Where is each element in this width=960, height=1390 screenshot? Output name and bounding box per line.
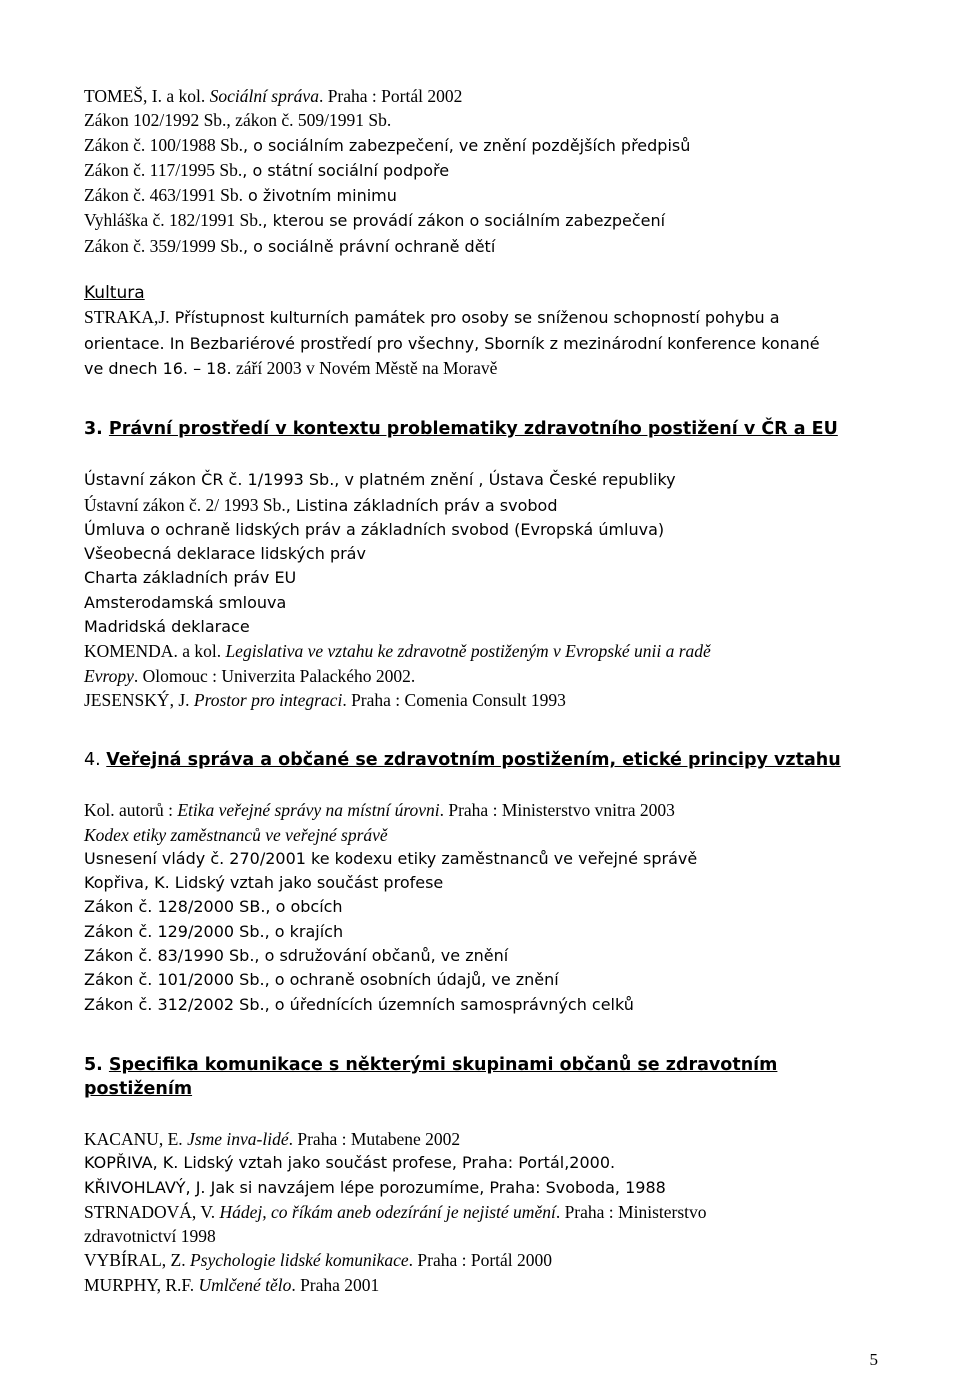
reference-line: Zákon č. 128/2000 SB., o obcích [84, 897, 343, 917]
reference-line: Zákon č. 129/2000 Sb., o krajích [84, 921, 344, 941]
law-number: Ústavní zákon ČR č. 1/1993 Sb. [84, 470, 335, 490]
section-5 [84, 1053, 884, 1297]
reference-line: Usnesení vlády č. 270/2001 ke kodexu etiky zaměstnanců ve veřejné správě [84, 848, 698, 868]
law-title: o životním minimu [242, 186, 397, 206]
reference-line [84, 356, 884, 381]
reference-line: Všeobecná deklarace lidských práv [84, 544, 366, 564]
reference-line [84, 305, 884, 330]
section-number: 3. [84, 419, 109, 440]
reference-line [84, 493, 884, 518]
law-number: Zákon č. 463/1991 Sb. [84, 185, 243, 206]
reference-line: Zákon 102/1992 Sb., zákon č. 509/1991 Sb. [84, 110, 392, 131]
publisher: . Praha : Ministerstvo vnitra 2003 [439, 800, 675, 821]
title: Umlčené tělo [198, 1274, 292, 1295]
reference-line [84, 1248, 884, 1272]
law-title: , v platném znění , Ústava České republiky [334, 470, 676, 490]
title: Jsme inva-lidé [187, 1128, 289, 1149]
reference-line [84, 1200, 884, 1224]
section-3-heading [84, 417, 884, 441]
page-number: 5 [869, 1350, 878, 1369]
section-number: 4. [84, 750, 107, 771]
publisher: . Praha : Portál 2000 [408, 1250, 553, 1271]
reference-line [84, 331, 884, 356]
author: MURPHY, R.F. [84, 1274, 199, 1295]
publisher: . Praha : Ministerstvo [555, 1201, 707, 1222]
section-4-heading [84, 748, 884, 772]
reference-line: Kopřiva, K. Lidský vztah jako součást profese [84, 873, 444, 893]
publisher: . Praha : Comenia Consult 1993 [342, 689, 566, 710]
author: STRAKA,J. [84, 307, 170, 328]
section-title: Veřejná správa a občané se zdravotním postižením, etické principy vztahu [106, 750, 841, 771]
title: Přístupnost kulturních památek pro osoby se sníženou schopností pohybu a [169, 308, 780, 328]
reference-line: Charta základních práv EU [84, 568, 297, 588]
title: orientace. [84, 333, 165, 353]
reference-line: KŘIVOHLAVÝ, J. Jak si navzájem lépe porozumíme, Praha: Svoboda, 1988 [84, 1177, 666, 1197]
law-number: Zákon č. 100/1988 Sb. [84, 134, 243, 155]
reference-line: Zákon č. 101/2000 Sb., o ochraně osobních údajů, ve znění [84, 970, 559, 990]
section-number: 5. [84, 1054, 109, 1075]
law-number: Vyhláška č. 182/1991 Sb. [84, 210, 263, 231]
reference-line [84, 1273, 884, 1297]
author: KOMENDA. a kol. [84, 641, 226, 662]
date: ve dnech 16. – 18. [84, 358, 232, 378]
reference-line: Amsterodamská smlouva [84, 592, 287, 612]
reference-line [84, 467, 884, 492]
law-number: Zákon č. 359/1999 Sb. [84, 235, 243, 256]
reference-line: zdravotnictví 1998 [84, 1226, 216, 1247]
author: Kol. autorů : [84, 800, 178, 821]
author: JESENSKÝ, J. [84, 689, 194, 710]
section-4 [84, 748, 884, 1017]
author: TOMEŠ, I. a kol. [84, 86, 210, 106]
reference-line [84, 664, 884, 688]
publisher: . Olomouc : Univerzita Palackého 2002. [133, 665, 416, 686]
kultura-block [84, 281, 884, 381]
title: Hádej, co říkám aneb odezírání je nejisté umění [219, 1201, 556, 1222]
publisher: . Praha 2001 [291, 1274, 380, 1295]
reference-line [84, 208, 884, 233]
reference-line: KOPŘIVA, K. Lidský vztah jako součást profese, Praha: Portál,2000. [84, 1153, 616, 1173]
publisher: . Praha : Mutabene 2002 [288, 1128, 461, 1149]
section-3 [84, 417, 884, 712]
reference-line [84, 639, 884, 663]
reference-line [84, 1127, 884, 1151]
title: Psychologie lidské komunikace [189, 1250, 409, 1271]
author: VYBÍRAL, Z. [84, 1250, 190, 1271]
reference-line [84, 688, 884, 712]
date-place: září 2003 v Novém Městě na Moravě [231, 357, 498, 378]
reference-line: Zákon č. 312/2002 Sb., o úřednících územních samosprávných celků [84, 994, 634, 1014]
law-number: Zákon č. 117/1995 Sb. [84, 159, 243, 180]
law-number: Ústavní zákon č. 2/ 1993 Sb. [84, 494, 286, 515]
title: Prostor pro integraci [193, 689, 343, 710]
reference-line: Madridská deklarace [84, 617, 250, 637]
publisher: . Praha : Portál 2002 [318, 86, 463, 106]
section-title: Právní prostředí v kontextu problematiky zdravotního postižení v ČR a EU [108, 419, 838, 440]
reference-line [84, 84, 884, 108]
section-5-heading [84, 1053, 884, 1101]
reference-line [84, 158, 884, 183]
kultura-heading: Kultura [84, 283, 145, 304]
reference-line: Kodex etiky zaměstnanců ve veřejné správě [84, 824, 388, 845]
law-title: , kterou se provádí zákon o sociálním zabezpečení [262, 211, 666, 231]
reference-line: Zákon č. 83/1990 Sb., o sdružování občanů, ve znění [84, 946, 509, 966]
law-title: , o sociálním zabezpečení, ve znění pozdějších předpisů [242, 135, 691, 155]
title: Evropy [84, 665, 134, 686]
reference-line [84, 183, 884, 208]
reference-line [84, 798, 884, 822]
title: Etika veřejné správy na místní úrovni [177, 800, 440, 821]
title: Sociální správa [209, 86, 319, 106]
law-title: , o státní sociální podpoře [242, 160, 450, 180]
source: In Bezbariérové prostředí pro všechny, Sborník z mezinárodní konference konané [164, 333, 820, 353]
references-block-1 [84, 84, 884, 259]
reference-line [84, 234, 884, 259]
law-title: , o sociálně právní ochraně dětí [242, 236, 496, 256]
section-title: Specifika komunikace s některými skupinami občanů se zdravotním postižením [84, 1054, 778, 1099]
document-page [84, 84, 884, 1297]
author: KACANU, E. [84, 1128, 188, 1149]
author: STRNADOVÁ, V. [84, 1201, 220, 1222]
law-title: , Listina základních práv a svobod [285, 495, 558, 515]
title: Legislativa ve vztahu ke zdravotně postiženým v Evropské unii a radě [225, 641, 711, 662]
reference-line [84, 133, 884, 158]
reference-line: Úmluva o ochraně lidských práv a základních svobod (Evropská úmluva) [84, 519, 665, 539]
